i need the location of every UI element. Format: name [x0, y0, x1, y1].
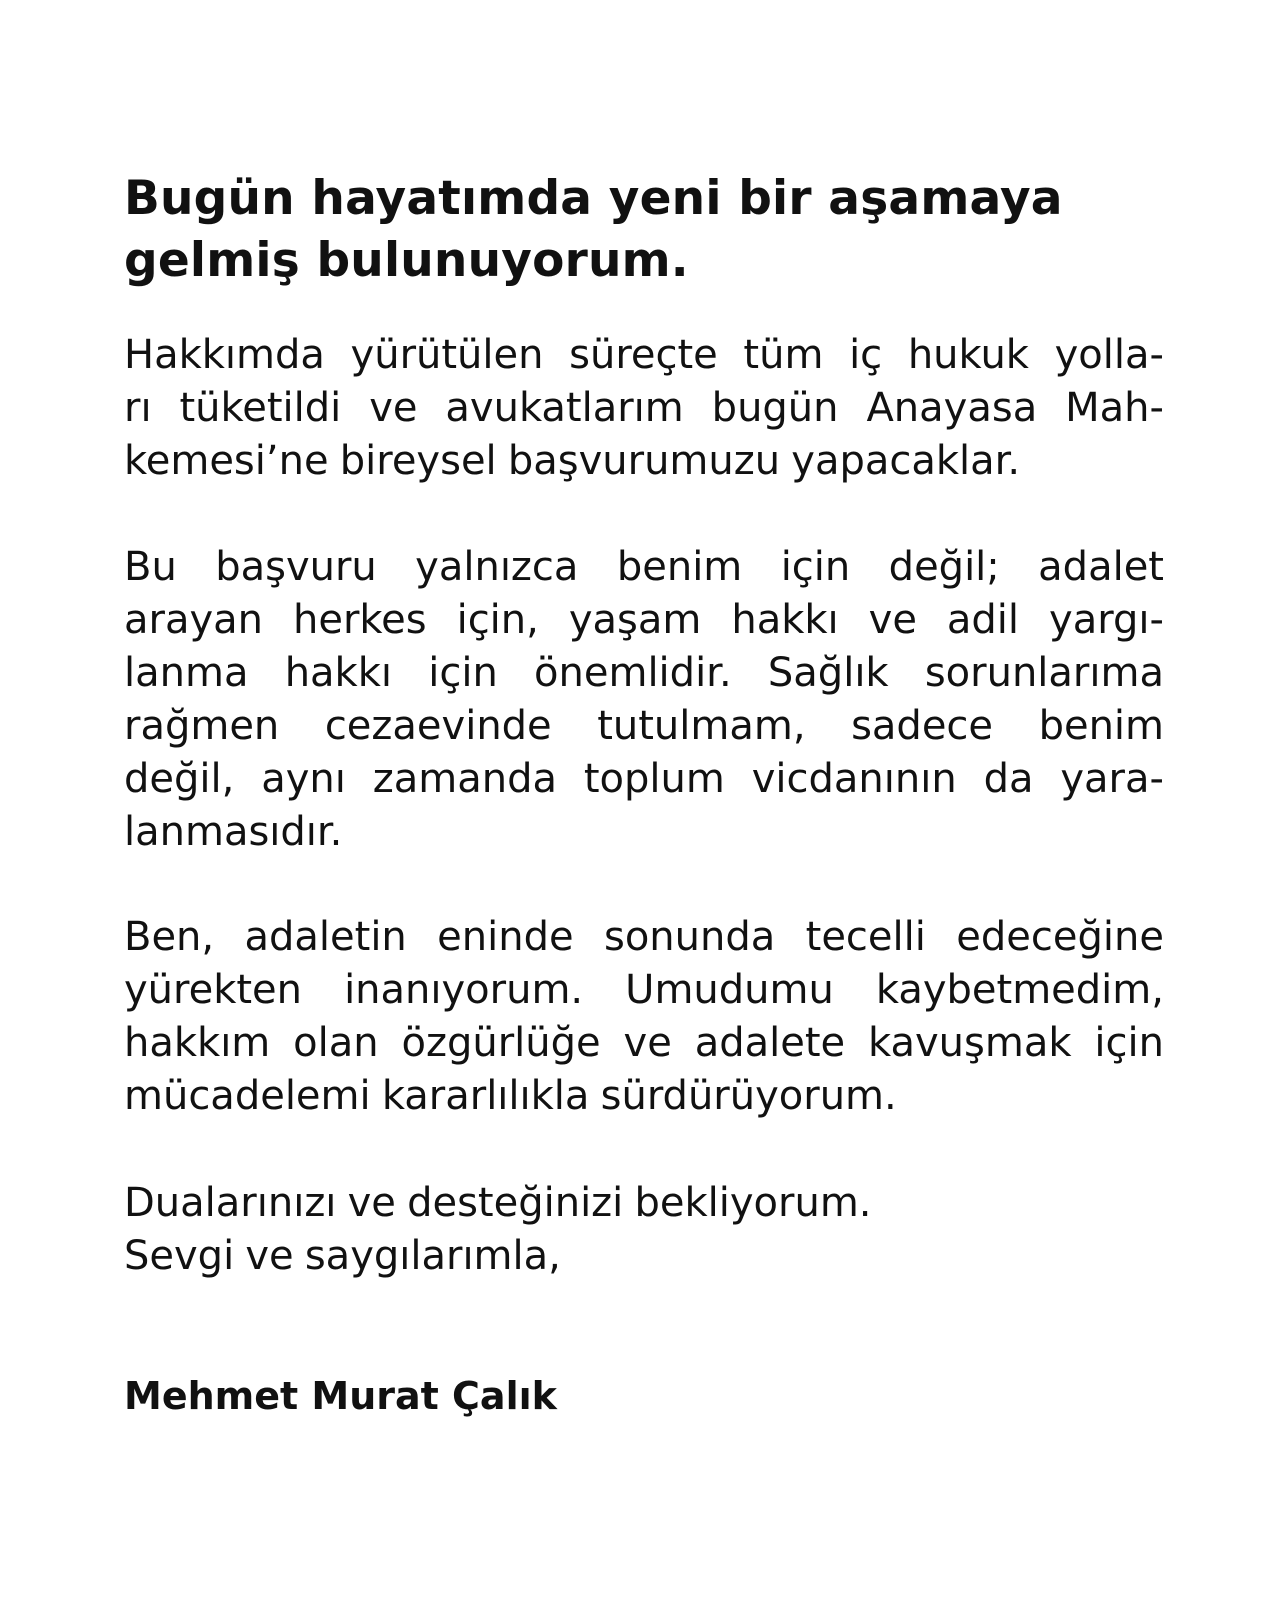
word: için — [780, 544, 851, 590]
paragraph-1-line-1 — [124, 328, 1164, 382]
word: sürdürüyorum. — [600, 1073, 897, 1119]
word: da — [983, 756, 1034, 802]
word: adalete — [694, 1020, 846, 1066]
word: Ben, — [124, 914, 215, 960]
word: ve — [623, 1020, 672, 1066]
word: tüketildi — [179, 385, 342, 431]
word: değil, — [124, 756, 235, 802]
word: cezaevinde — [324, 703, 552, 749]
word: rağmen — [124, 703, 280, 749]
paragraph-2-line-5 — [124, 752, 1164, 806]
word: Umudumu — [625, 967, 834, 1013]
word: önemlidir. — [534, 650, 732, 696]
word: adil — [946, 597, 1020, 643]
word: sadece — [851, 703, 994, 749]
word: yalnızca — [415, 544, 579, 590]
word: arayan — [124, 597, 264, 643]
word: iç — [849, 332, 883, 378]
word: avukatlarım — [445, 385, 684, 431]
paragraph-3-line-3 — [124, 1016, 1164, 1070]
word: yargı- — [1049, 597, 1164, 643]
word: kemesi’ne — [124, 438, 329, 484]
word: için — [428, 650, 498, 696]
word: Sağlık — [767, 650, 889, 696]
word: başvuru — [215, 544, 377, 590]
word: süreçte — [569, 332, 718, 378]
word: rı — [124, 385, 152, 431]
signature: Mehmet Murat Çalık — [124, 1374, 557, 1418]
word: Bu — [124, 544, 177, 590]
word: hakkım — [124, 1020, 271, 1066]
word: Anayasa — [866, 385, 1038, 431]
word: ve — [868, 597, 917, 643]
paragraph-2-line-6 — [124, 805, 342, 859]
paragraph-2-line-2 — [124, 593, 1164, 647]
paragraph-3-line-1 — [124, 910, 1164, 964]
word: yapacaklar. — [791, 438, 1021, 484]
letter-page — [124, 0, 1164, 1600]
word: olan — [293, 1020, 379, 1066]
word: sorunlarıma — [924, 650, 1164, 696]
word: tutulmam, — [597, 703, 806, 749]
word: toplum — [583, 756, 725, 802]
word: bireysel — [339, 438, 497, 484]
word: ve — [245, 1233, 294, 1279]
word: lanma — [124, 650, 249, 696]
word: vicdanının — [751, 756, 957, 802]
title-line-1: Bugün hayatımda yeni bir aşamaya — [124, 171, 1063, 226]
word: Mah- — [1065, 385, 1164, 431]
word: hukuk — [907, 332, 1029, 378]
word: tüm — [743, 332, 824, 378]
word: sonunda — [603, 914, 776, 960]
paragraph-1-line-3 — [124, 434, 1020, 488]
word: özgürlüğe — [401, 1020, 601, 1066]
word: adaletin — [244, 914, 407, 960]
word: ve — [347, 1180, 396, 1226]
word: Sevgi — [124, 1233, 235, 1279]
word: yolla- — [1054, 332, 1164, 378]
paragraph-3-line-4 — [124, 1069, 897, 1123]
word: adalet — [1038, 544, 1164, 590]
word: kaybetmedim, — [875, 967, 1164, 1013]
word: yara- — [1060, 756, 1164, 802]
word: mücadelemi — [124, 1073, 371, 1119]
paragraph-4-line-2 — [124, 1229, 561, 1283]
word: tecelli — [805, 914, 926, 960]
paragraph-2-line-3 — [124, 646, 1164, 700]
word: lanmasıdır. — [124, 809, 343, 855]
paragraph-3-line-2 — [124, 963, 1164, 1017]
paragraph-1-line-2 — [124, 381, 1164, 435]
word: kararlılıkla — [381, 1073, 590, 1119]
word: için, — [456, 597, 539, 643]
word: yaşam — [568, 597, 702, 643]
word: yürütülen — [350, 332, 544, 378]
word: değil; — [888, 544, 1000, 590]
letter-title — [124, 168, 1164, 292]
word: ve — [369, 385, 418, 431]
word: hakkı — [731, 597, 839, 643]
word: herkes — [293, 597, 427, 643]
word: başvurumuzu — [507, 438, 781, 484]
word: için — [1094, 1020, 1164, 1066]
word: yürekten — [124, 967, 303, 1013]
word: hakkı — [284, 650, 392, 696]
word: eninde — [437, 914, 574, 960]
word: saygılarımla, — [304, 1233, 561, 1279]
paragraph-2-line-4 — [124, 699, 1164, 753]
word: aynı — [261, 756, 346, 802]
word: zamanda — [372, 756, 557, 802]
word: bekliyorum. — [634, 1180, 872, 1226]
word: benim — [616, 544, 743, 590]
word: inanıyorum. — [344, 967, 584, 1013]
word: desteğinizi — [407, 1180, 624, 1226]
word: edeceğine — [956, 914, 1164, 960]
word: kavuşmak — [868, 1020, 1072, 1066]
title-line-2: gelmiş bulunuyorum. — [124, 233, 689, 288]
paragraph-2-line-1 — [124, 540, 1164, 594]
word: bugün — [711, 385, 839, 431]
word: Dualarınızı — [124, 1180, 337, 1226]
word: Hakkımda — [124, 332, 325, 378]
word: benim — [1038, 703, 1164, 749]
paragraph-4-line-1 — [124, 1176, 872, 1230]
